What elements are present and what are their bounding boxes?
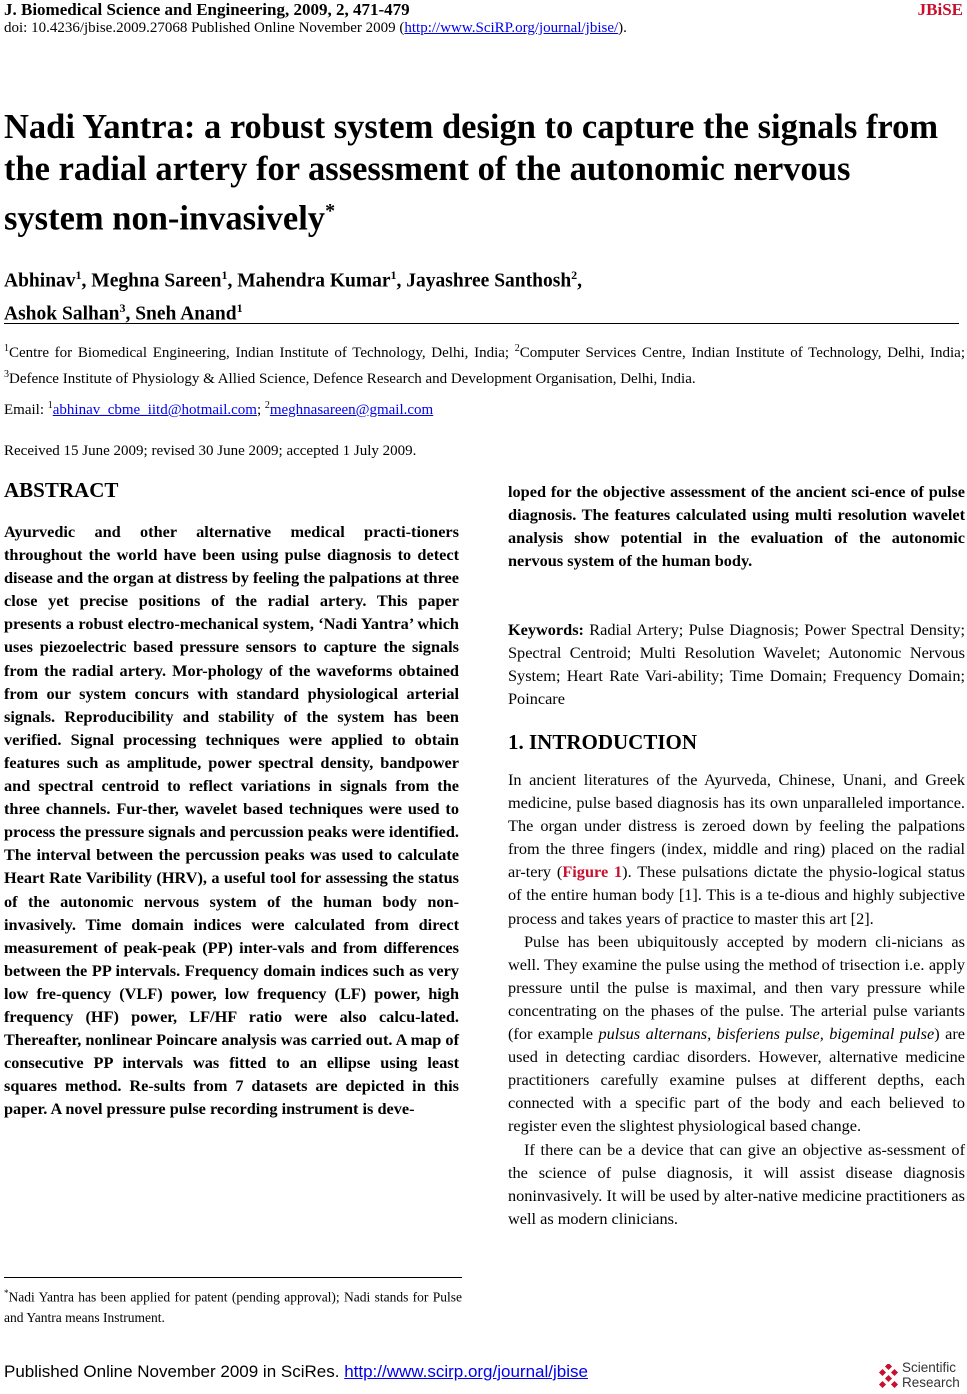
scires-logo-icon — [878, 1364, 900, 1388]
email-link-2[interactable]: meghnasareen@gmail.com — [269, 402, 434, 418]
title-footnote-marker: * — [325, 200, 336, 222]
title-text: Nadi Yantra: a robust system design to capture the signals from the radial artery for assessment of the autonomic nervous system non-invasively — [4, 108, 939, 238]
email-sup: 1 — [47, 400, 53, 411]
author-affil-sup: 3 — [119, 300, 126, 315]
author-name: Abhinav — [4, 270, 76, 292]
figure-1-link[interactable]: Figure 1 — [562, 862, 623, 882]
author-name: Sneh Anand — [135, 303, 237, 324]
header-divider — [4, 323, 959, 324]
author-sep: , — [81, 270, 92, 292]
journal-link[interactable]: http://www.SciRP.org/journal/jbise/ — [404, 20, 619, 36]
logo-text — [902, 1360, 960, 1390]
footnote-marker: * — [4, 1288, 9, 1298]
affiliation-3: Defence Institute of Physiology & Allied Science, Defence Research and Development Organisation, Delhi, India. — [9, 371, 696, 387]
intro-p2-text-2: ) are used in detecting cardiac disorders. However, alternative medicine practitioners carefully examine pulses at different depths, each connected with a specific part of the body and each believed to register even the slightest physiological based change. — [508, 1024, 965, 1136]
email-sep: ; — [256, 402, 265, 418]
intro-paragraph-1 — [508, 768, 965, 930]
author-sep: , — [577, 270, 583, 292]
logo-line-2: Research — [902, 1375, 960, 1390]
author-name: Jayashree Santhosh — [406, 270, 572, 292]
footer-text: Published Online November 2009 in SciRes. — [4, 1362, 345, 1381]
affiliation-2: Computer Services Centre, Indian Institute of Technology, Delhi, India; — [519, 345, 965, 361]
intro-p2-text: Pulse has been ubiquitously accepted by modern cli-nicians as well. They examine the pulse using the method of trisection i.e. apply pressure until the pulse is maximal, and then vary pressure while concentrating on the phases of the pulse. The arterial pulse variants (for example — [508, 931, 965, 1044]
footnote-divider — [4, 1277, 462, 1278]
author-sep: , — [125, 303, 136, 324]
intro-body — [508, 768, 965, 1230]
doi-line — [4, 20, 627, 37]
footnote-text: Nadi Yantra has been applied for patent (pending approval); Nadi stands for Pulse and Yantra means Instrument. — [4, 1289, 462, 1325]
doi-prefix: doi: 10.4236/jbise.2009.27068 Published Online November 2009 ( — [4, 20, 405, 36]
paper-title — [4, 106, 954, 240]
intro-paragraph-2 — [508, 930, 965, 1138]
affiliation-1: Centre for Biomedical Engineering, Indian Institute of Technology, Delhi, India; — [9, 345, 515, 361]
keywords — [508, 618, 965, 710]
footnote — [4, 1283, 462, 1328]
intro-paragraph-3: If there can be a device that can give an objective as-sessment of the science of pulse diagnosis, it will assist disease diagnosis noninvasively. It will be used by alter-native medicine practitioners as well as modern clinicians. — [508, 1139, 965, 1228]
intro-p1-text: In ancient literatures of the Ayurveda, Chinese, Unani, and Greek medicine, pulse based diagnosis has its own unparalleled importance. The organ under distress is zeroed down by feeling the palpations from the three fingers (index, middle and ring) placed on the radial ar-tery ( — [508, 770, 965, 882]
affiliations — [4, 338, 965, 390]
doi-suffix: ). — [618, 20, 627, 36]
keywords-text: Radial Artery; Pulse Diagnosis; Power Spectral Density; Spectral Centroid; Multi Resolution Wavelet; Autonomic Nervous System; Heart Rate Vari-ability; Time Domain; Frequency Domain; Poincare — [508, 620, 965, 709]
affil-sup: 2 — [514, 343, 520, 354]
email-link-1[interactable]: abhinav_cbme_iitd@hotmail.com — [52, 402, 257, 418]
journal-citation: J. Biomedical Science and Engineering, 2009, 2, 471-479 — [4, 0, 410, 19]
author-name: Mahendra Kumar — [237, 270, 391, 292]
abstract-heading: ABSTRACT — [4, 478, 119, 502]
author-list — [4, 262, 954, 327]
footer-published — [4, 1362, 588, 1382]
author-affil-sup: 2 — [571, 268, 578, 282]
author-name: Meghna Sareen — [91, 270, 222, 292]
email-label: Email: — [4, 402, 48, 418]
affil-sup: 1 — [4, 343, 9, 354]
keywords-label: Keywords: — [508, 620, 584, 639]
intro-p1-text-2: ). These pulsations dictate the physio-logical status of the entire human body [1]. This is a te-dious and highly subjective process and takes years of practice to master this art [2]. — [508, 862, 965, 928]
author-affil-sup: 1 — [75, 268, 82, 282]
author-name: Ashok Salhan — [4, 303, 120, 324]
author-affil-sup: 1 — [236, 300, 243, 315]
abstract-continued: loped for the objective assessment of the ancient sci-ence of pulse diagnosis. The features calculated using multi resolution wavelet analysis show potential in the evaluation of the autonomic nervous system of the human body. — [508, 482, 965, 571]
abstract-body: Ayurvedic and other alternative medical practi-tioners throughout the world have been using pulse diagnosis to detect disease and the organ at distress by feeling the palpations at three close yet precise positions of the radial artery. This paper presents a robust electro-mechanical system, ‘Nadi Yantra’ which uses piezoelectric based pressure sensors to capture the signals from the radial artery. Mor-phology of the waveforms obtained from our system concurs with standard physiological arterial signals. Reproducibility and stability of the system has been verified. Signal processing techniques were applied to obtain features such as amplitude, power spectral density, bandpower and spectral centroid to reflect variations in signals from the three channels. Fur-ther, wavelet based techniques were used to process the pressure signals and percussion peaks were identified. The interval between the percussion peaks was used to calculate Heart Rate Varibility (HRV), a useful tool for assessing the status of the autonomic nervous system of the human body non-invasively. Time domain indices were calculated from direct measurement of peak-peak (PP) inter-vals and from differences between the PP intervals. Frequency domain indices such as very low fre-quency (VLF) power, low frequency (LF) power, high frequency (HF) power, LF/HF ratio were also calcu-lated. Thereafter, nonlinear Poincare analysis was carried out. A map of consecutive PP intervals was fitted to an ellipse using least squares method. Re-sults from 7 datasets are depicted in this paper. A novel pressure pulse recording instrument is deve- — [4, 522, 459, 1119]
footer-link[interactable]: http://www.scirp.org/journal/jbise — [344, 1362, 588, 1381]
received-dates: Received 15 June 2009; revised 30 June 2009; accepted 1 July 2009. — [4, 443, 417, 459]
affil-sup: 3 — [4, 369, 9, 380]
email-sup: 2 — [264, 400, 270, 411]
author-affil-sup: 1 — [221, 268, 228, 282]
email-line — [4, 400, 433, 419]
author-sep: , — [227, 270, 238, 292]
logo-line-1: Scientific — [902, 1360, 957, 1375]
intro-heading: 1. INTRODUCTION — [508, 730, 698, 754]
intro-p2-italic: pulsus alternans, bisferiens pulse, bigeminal pulse — [598, 1024, 935, 1044]
journal-code: JBiSE — [917, 0, 963, 19]
author-affil-sup: 1 — [390, 268, 397, 282]
scientific-research-logo — [878, 1360, 967, 1394]
author-sep: , — [396, 270, 407, 292]
